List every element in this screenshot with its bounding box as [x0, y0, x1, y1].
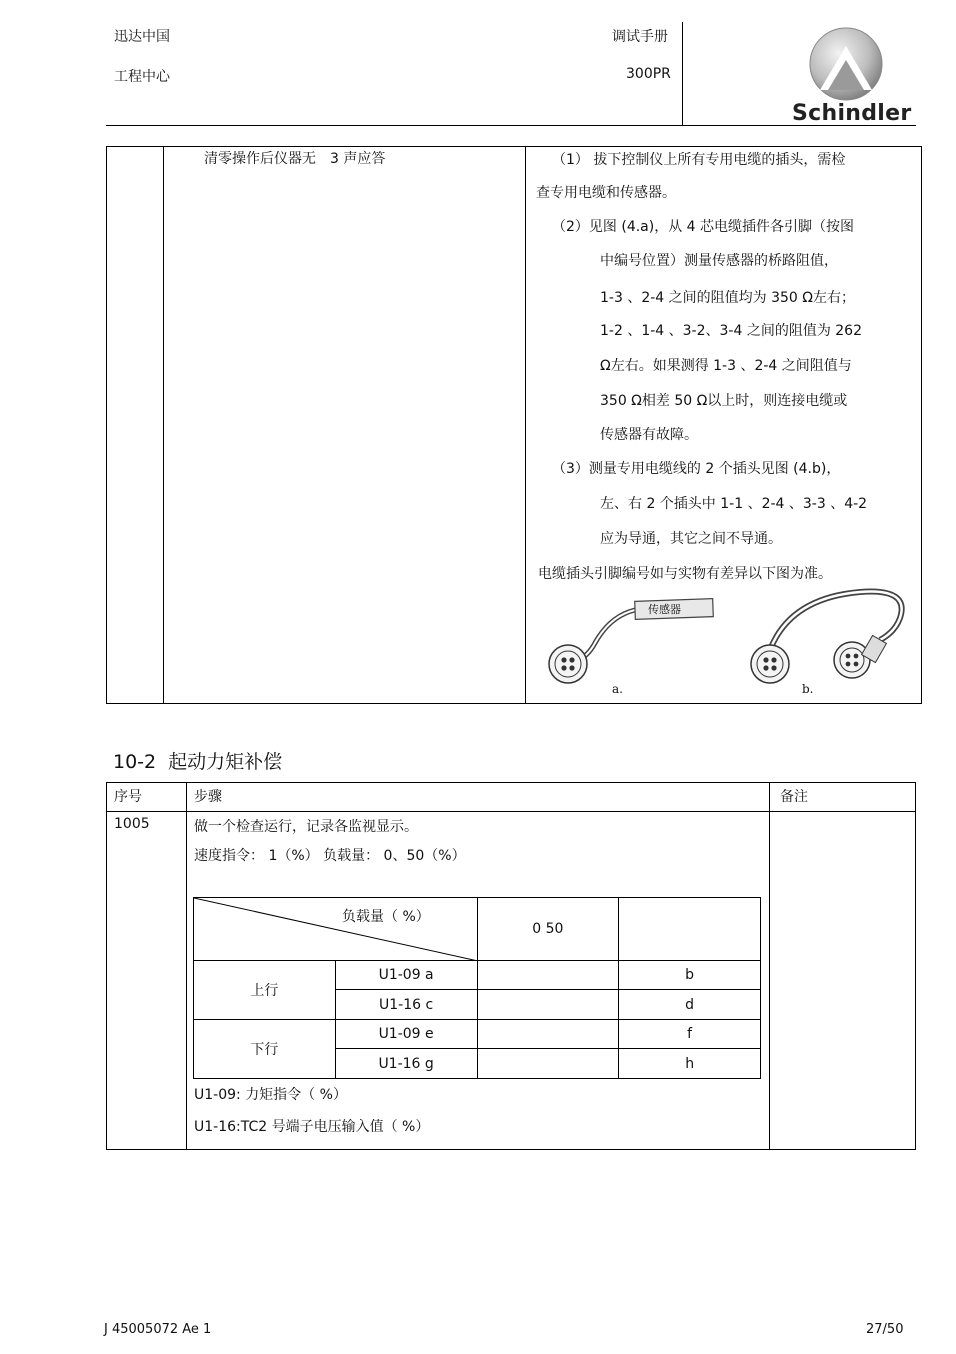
header-steps: 步骤	[194, 789, 222, 805]
table1-bottom-border	[106, 703, 922, 704]
table2-bottom-border	[106, 1149, 916, 1150]
value-cell: f	[619, 1020, 761, 1049]
model-name: 300PR	[626, 66, 671, 82]
table2-left-border	[106, 782, 107, 1150]
department-name: 工程中心	[114, 69, 170, 85]
schindler-logo-icon	[806, 24, 886, 104]
table1-top-border	[106, 146, 922, 147]
header-remarks: 备注	[780, 789, 808, 805]
remedy-line: 1-2 、1-4 、3-2、3-4 之间的阻值为 262	[600, 323, 862, 339]
seq-number: 1005	[114, 816, 150, 832]
table1-right-border	[921, 146, 922, 704]
symptom-text: 清零操作后仪器无 3 声应答	[204, 151, 386, 167]
empty-cell	[477, 1049, 619, 1079]
table2-col1-border	[186, 782, 187, 1150]
empty-cell	[477, 990, 619, 1020]
logo-text: Schindler	[792, 101, 912, 126]
section-title: 起动力矩补偿	[168, 751, 283, 773]
torque-record-table	[193, 897, 761, 1079]
empty-header-cell	[619, 898, 761, 961]
remedy-line: 1-3 、2-4 之间的阻值均为 350 Ω左右；	[600, 290, 855, 306]
company-name: 迅达中国	[114, 29, 170, 45]
note-line-1: U1-09: 力矩指令（ %）	[194, 1087, 347, 1103]
header-divider	[682, 22, 683, 126]
remedy-line: 查专用电缆和传感器。	[536, 185, 676, 201]
remedy-line: 中编号位置）测量传感器的桥路阻值，	[600, 253, 838, 269]
remedy-line: （1） 拔下控制仪上所有专用电缆的插头，需检	[552, 152, 846, 168]
value-cell: b	[619, 961, 761, 990]
cable-figure	[540, 588, 920, 700]
note-line-2: U1-16:TC2 号端子电压输入值（ %）	[194, 1119, 430, 1135]
table1-col1-border	[163, 146, 164, 704]
footer-doc-id: J 45005072 Ae 1	[104, 1322, 212, 1337]
table1-col2-border	[525, 146, 526, 704]
load-values-cell: 0 50	[477, 898, 619, 961]
load-corner-label: 负载量（ %）	[342, 909, 430, 925]
empty-cell	[477, 1020, 619, 1049]
value-cell: d	[619, 990, 761, 1020]
diagonal-header-cell	[194, 898, 478, 961]
section-number: 10-2	[113, 751, 157, 773]
param-cell: U1-16 g	[335, 1049, 477, 1079]
remedy-line: 传感器有故障。	[600, 427, 698, 443]
param-cell: U1-16 c	[335, 990, 477, 1020]
remedy-line: 电缆插头引脚编号如与实物有差异以下图为准。	[538, 566, 832, 582]
table1-left-border	[106, 146, 107, 704]
up-direction-label: 上行	[194, 961, 336, 1020]
remedy-line: （2）见图 (4.a)，从 4 芯电缆插件各引脚（按图	[552, 219, 855, 235]
empty-cell	[477, 961, 619, 990]
table2-header-border	[106, 811, 916, 812]
remedy-line: 350 Ω相差 50 Ω以上时，则连接电缆或	[600, 393, 848, 409]
sensor-label: 传感器	[648, 603, 681, 616]
footer-page-number: 27/50	[866, 1322, 904, 1337]
doc-type: 调试手册	[612, 29, 668, 45]
diagonal-line	[194, 898, 478, 961]
table2-top-border	[106, 782, 916, 783]
param-cell: U1-09 e	[335, 1020, 477, 1049]
remedy-line: 应为导通，其它之间不导通。	[600, 531, 782, 547]
table2-col2-border	[769, 782, 770, 1150]
remedy-line: 左、右 2 个插头中 1-1 、2-4 、3-3 、4-2	[600, 496, 868, 512]
header-seq: 序号	[114, 789, 142, 805]
remedy-line: Ω左右。如果测得 1-3 、2-4 之间阻值与	[600, 358, 852, 374]
step-line-1: 做一个检查运行，记录各监视显示。	[194, 819, 418, 835]
figure-label-a: a.	[612, 682, 623, 696]
table2-right-border	[915, 782, 916, 1150]
param-cell: U1-09 a	[335, 961, 477, 990]
down-direction-label: 下行	[194, 1020, 336, 1079]
section-heading	[113, 747, 282, 774]
remedy-line: （3）测量专用电缆线的 2 个插头见图 (4.b)，	[552, 461, 841, 477]
figure-label-b: b.	[802, 682, 814, 696]
step-line-2: 速度指令： 1（%） 负载量： 0、50（%）	[194, 848, 466, 864]
value-cell: h	[619, 1049, 761, 1079]
